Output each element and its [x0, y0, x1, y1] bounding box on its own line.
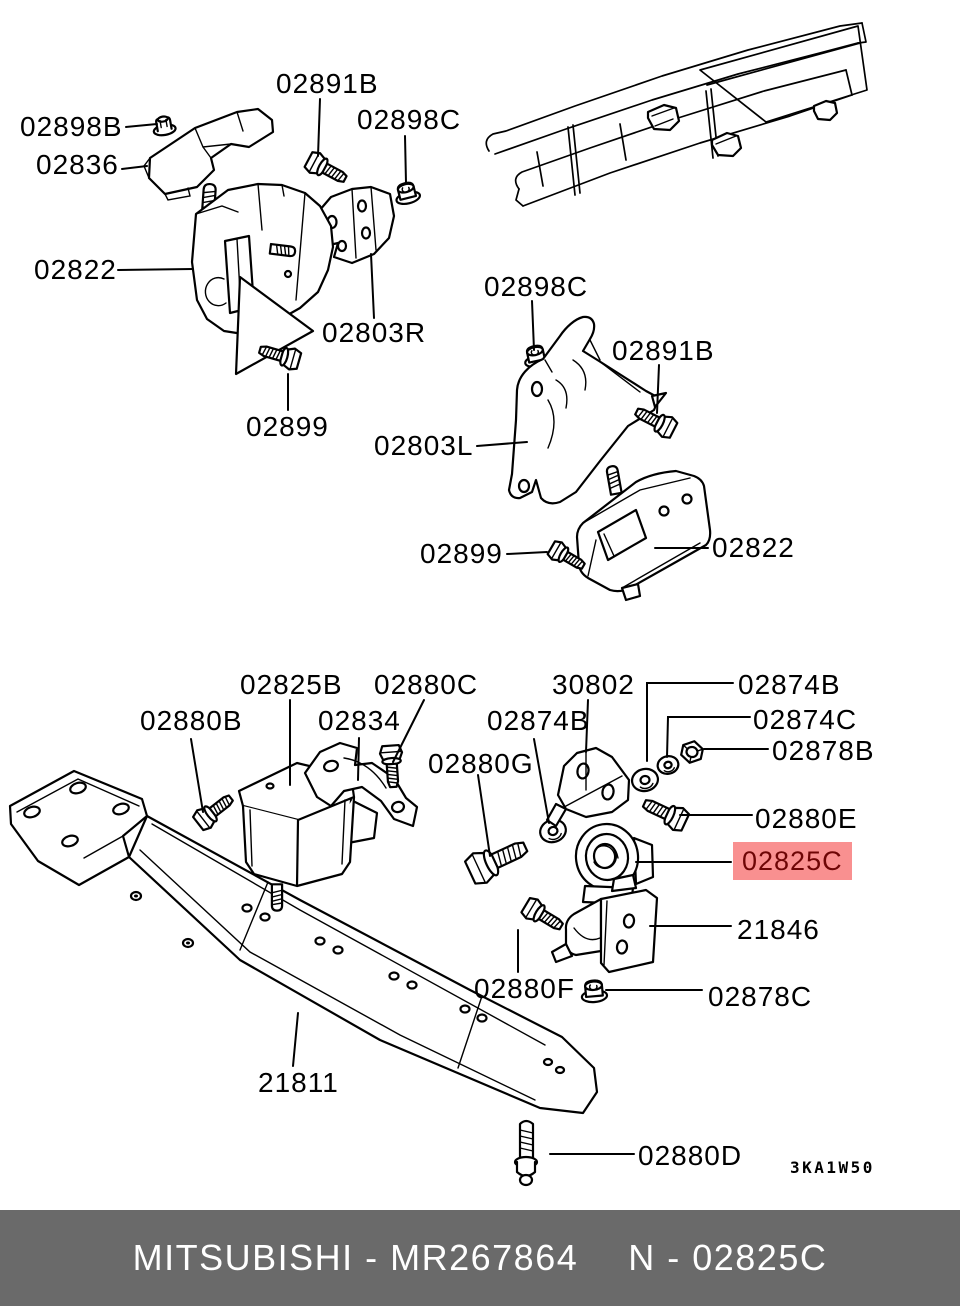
- part-label-02834[interactable]: 02834: [318, 705, 401, 736]
- part-02878c-nut-drawing: [581, 979, 608, 1003]
- part-label-02880e[interactable]: 02880E: [755, 803, 858, 834]
- part-label-02880c[interactable]: 02880C: [374, 669, 479, 700]
- part-21811-crossmember-drawing: [10, 771, 597, 1113]
- part-label-02878b[interactable]: 02878B: [772, 735, 875, 766]
- part-02880g-bolt-drawing: [463, 832, 532, 887]
- footer-bar: [0, 1210, 960, 1306]
- part-02891b-bolt-top-drawing: [303, 150, 350, 189]
- footer-brand-part-number: MITSUBISHI - MR267864: [132, 1237, 579, 1278]
- part-02878b-nut-drawing: [680, 739, 704, 765]
- part-02874c-washer-drawing: [656, 754, 680, 776]
- part-label-02803r[interactable]: 02803R: [322, 317, 427, 348]
- part-label-02803l[interactable]: 02803L: [374, 430, 474, 461]
- part-label-02825b[interactable]: 02825B: [240, 669, 343, 700]
- part-label-21846[interactable]: 21846: [737, 914, 820, 945]
- part-label-02874b-left[interactable]: 02874B: [487, 705, 590, 736]
- part-label-02899-mid[interactable]: 02899: [420, 538, 503, 569]
- part-label-02880d[interactable]: 02880D: [638, 1140, 743, 1171]
- part-label-02898b[interactable]: 02898B: [20, 111, 123, 142]
- part-30802-bracket-drawing: [547, 748, 629, 826]
- part-label-02836[interactable]: 02836: [36, 149, 119, 180]
- part-label-02898c-mid[interactable]: 02898C: [484, 271, 589, 302]
- part-02898b-clip-drawing: [152, 115, 177, 137]
- part-02880d-bolt-drawing: [515, 1121, 537, 1185]
- part-label-21811[interactable]: 21811: [258, 1067, 339, 1098]
- part-label-02880f[interactable]: 02880F: [474, 973, 575, 1004]
- part-label-02898c-top[interactable]: 02898C: [357, 104, 462, 135]
- part-label-02880b[interactable]: 02880B: [140, 705, 243, 736]
- part-label-02874b-right[interactable]: 02874B: [738, 669, 841, 700]
- diagram-code: 3KA1W50: [790, 1158, 875, 1177]
- part-02874b-washer-right-drawing: [630, 767, 660, 794]
- part-label-02880g[interactable]: 02880G: [428, 748, 534, 779]
- part-02880f-bolt-drawing: [520, 896, 567, 936]
- footer-reference-part-number: N - 02825C: [628, 1237, 828, 1278]
- part-02880b-bolt-drawing: [191, 789, 237, 832]
- part-02898c-nut-top-drawing: [393, 180, 421, 206]
- part-label-02874c[interactable]: 02874C: [753, 704, 858, 735]
- part-label-02822-right[interactable]: 02822: [712, 532, 795, 563]
- part-label-30802[interactable]: 30802: [552, 669, 635, 700]
- part-label-02825c-highlighted[interactable]: 02825C: [733, 842, 852, 880]
- part-label-02891b-top[interactable]: 02891B: [276, 68, 379, 99]
- part-label-02822-left[interactable]: 02822: [34, 254, 117, 285]
- part-label-02899-top[interactable]: 02899: [246, 411, 329, 442]
- truck-frame-drawing: [486, 23, 867, 206]
- part-02822-right-mount-drawing: [577, 465, 710, 600]
- part-02880e-bolt-drawing: [639, 792, 690, 833]
- part-label-02878c[interactable]: 02878C: [708, 981, 813, 1012]
- part-label-02891b-mid[interactable]: 02891B: [612, 335, 715, 366]
